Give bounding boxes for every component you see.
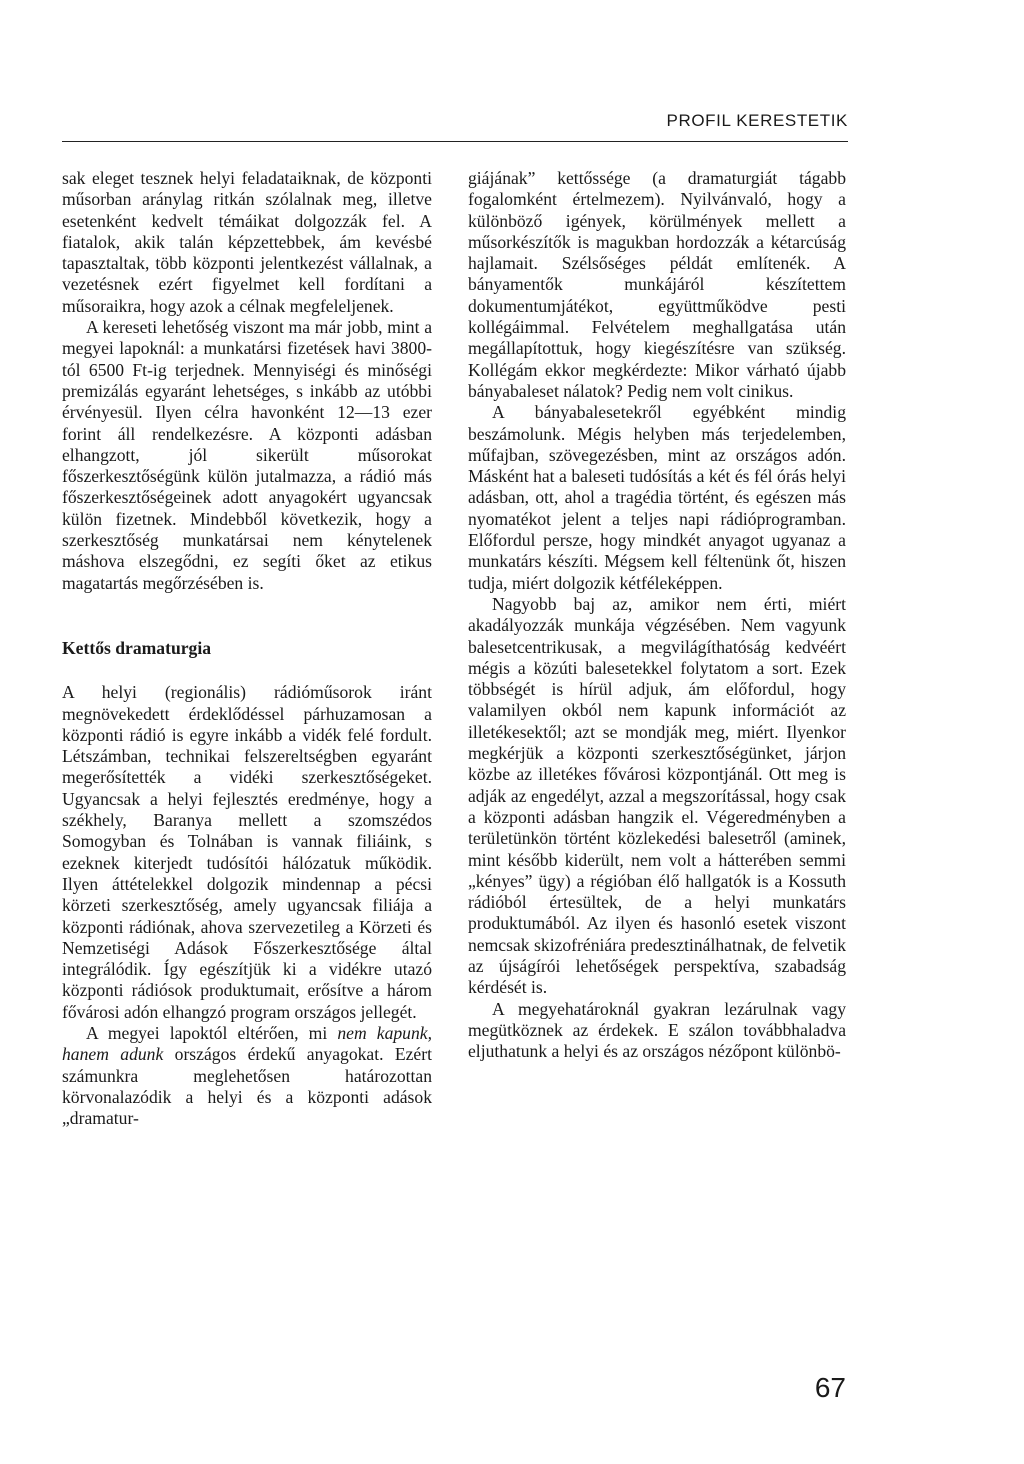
left-paragraph-3: A helyi (regionális) rádióműsorok iránt megnövekedett érdeklődéssel párhuzamosan a központi rádió is egyre inkább a vidék felé fordult. Létszámban, technikai felszereltségben egyaránt megerősítették a vidéki szerkesztőségeket. Ugyancsak a helyi fejlesztés eredménye, hogy a székhely, Baranya mellett a szomszédos Somogyban és Tolnában is vannak filiáink, s ezeknek kiterjedt tudósítói hálózatuk működik. Ilyen áttételekkel dolgozik mindennap a pécsi körzeti szerkesztőség, amely ugyancsak filiája a központi rádiónak, ahova szervezetileg a Körzeti és Nemzetiségi Adások Főszerkesztősége által integrálódik. Így egészítjük ki a vidékre utazó központi rádiósok produktumait, erősítve a három fővárosi adón elhangzó program országos jellegét.	[62, 682, 432, 1022]
right-paragraph-3: Nagyobb baj az, amikor nem érti, miért akadályozzák munkája végzésében. Nem vagyunk balesetcentrikusak, a megvilágíthatóság kedvéért mégis a közúti balesetekkel folytatom a sort. Ezek többségét is hírül adjuk, ám előfordul, hogy valamilyen okból nem kapunk információt az illetékesektől; azt se mondják meg, miért. Ilyenkor megkérjük a központi szerkesztőségünket, járjon közbe az illetékes fővárosi központjánál. Ott meg is adják az engedélyt, azzal a megszorítással, hogy csak a központi adásban hangzik el. Végeredményben a területünkön történt közlekedési balesetről (aminek, mint később kiderült, nem volt a hátterében semmi „kényes” ügy) a régióban élő hallgatók is a Kossuth rádióból értesültek, de a helyi munkatárs produktumából. Az ilyen és hasonló esetek viszont nemcsak skizofréniára predesztinálhatnak, de felvetik az újságírói lehetőségek perspektíva, szabadság kérdését is.	[468, 593, 846, 998]
left-paragraph-4-end: országos érdekű anyagokat. Ezért számunkra meglehetősen határozottan körvonalazódik a helyi és a központi adások „dramatur-	[62, 1044, 432, 1129]
right-paragraph-2: A bányabalesetekről egyébként mindig beszámolunk. Mégis helyben más terjedelemben, műfajban, szövegezésben, mint az országos adón. Másként hat a baleseti tudósítás a két és fél órás helyi adásban, ott, ahol a tragédia történt, és egészen más nyomatékot jelent a teljes napi rádióprogramban. Előfordul persze, hogy mindkét anyagot ugyanaz a munkatárs készíti. Mégsem kell féltenünk őt, hiszen tudja, miért dolgozik kétféleképpen.	[468, 402, 846, 593]
left-paragraph-1: sak eleget tesznek helyi feladataiknak, de központi műsorban aránylag ritkán szólalnak meg, illetve esetenként kedvelt témáikat dolgozzák fel. A fiatalok, akik talán képzettebbek, ám kevésbé tapasztaltak, több központi jelentkezést vállalnak, a vezetésnek ezért figyelmet kell fordítani a műsoraikra, hogy azok a célnak megfeleljenek.	[62, 168, 432, 316]
running-title: PROFIL KERESTETIK	[666, 111, 848, 130]
right-column	[468, 168, 846, 1062]
left-paragraph-4-emphasis: nem kapunk, hanem adunk	[62, 1022, 432, 1065]
page-number: 67	[814, 1372, 846, 1403]
left-paragraph-2: A kereseti lehetőség viszont ma már jobb, mint a megyei lapoknál: a munkatársi fizetések havi 3800-tól 6500 Ft-ig terjednek. Mennyiségi és minőségi premizálás egyaránt lehetséges, s inkább az utóbbi érvényesül. Ilyen célra havonként 12—13 ezer forint áll rendelkezésre. A központi adásban elhangzott, jól sikerült műsorokat főszerkesztőségünk külön jutalmazza, a rádió más főszerkesztőségeinek adott anyagokért ugyancsak külön fizetnek. Mindebből következik, hogy a szerkesztőség munkatársai nem kénytelenek máshova elszegődni, ez segíti őket az etikus magatartás megőrzésében is.	[62, 317, 432, 593]
left-paragraph-4-start: A megyei lapoktól eltérően, mi	[86, 1022, 338, 1043]
section-heading: Kettős dramaturgia	[62, 637, 212, 658]
header-rule	[62, 141, 848, 142]
right-paragraph-1: giájának” kettőssége (a dramaturgiát tágabb fogalomként értelmezem). Nyilvánvaló, hogy a különböző igények, körülmények mellett a műsorkészítők is magukban hordozzák a kétarcúság hajlamait. Szélsőséges példát említenék. A bányamentők munkájáról készítettem dokumentumjátékot, együttműködve pesti kollégáimmal. Felvételem meghallgatása után megállapítottuk, hogy kiegészítésre van szükség. Kollégám ekkor megkérdezte: Mikor várható újabb bányabaleset nálatok? Pedig nem volt cinikus.	[468, 168, 846, 401]
right-paragraph-4: A megyehatároknál gyakran lezárulnak vagy megütköznek az érdekek. E szálon továbbhaladva eljuthatunk a helyi és az országos nézőpont különbö-	[468, 998, 846, 1062]
left-paragraph-4	[62, 1023, 432, 1129]
left-column	[62, 168, 432, 1129]
